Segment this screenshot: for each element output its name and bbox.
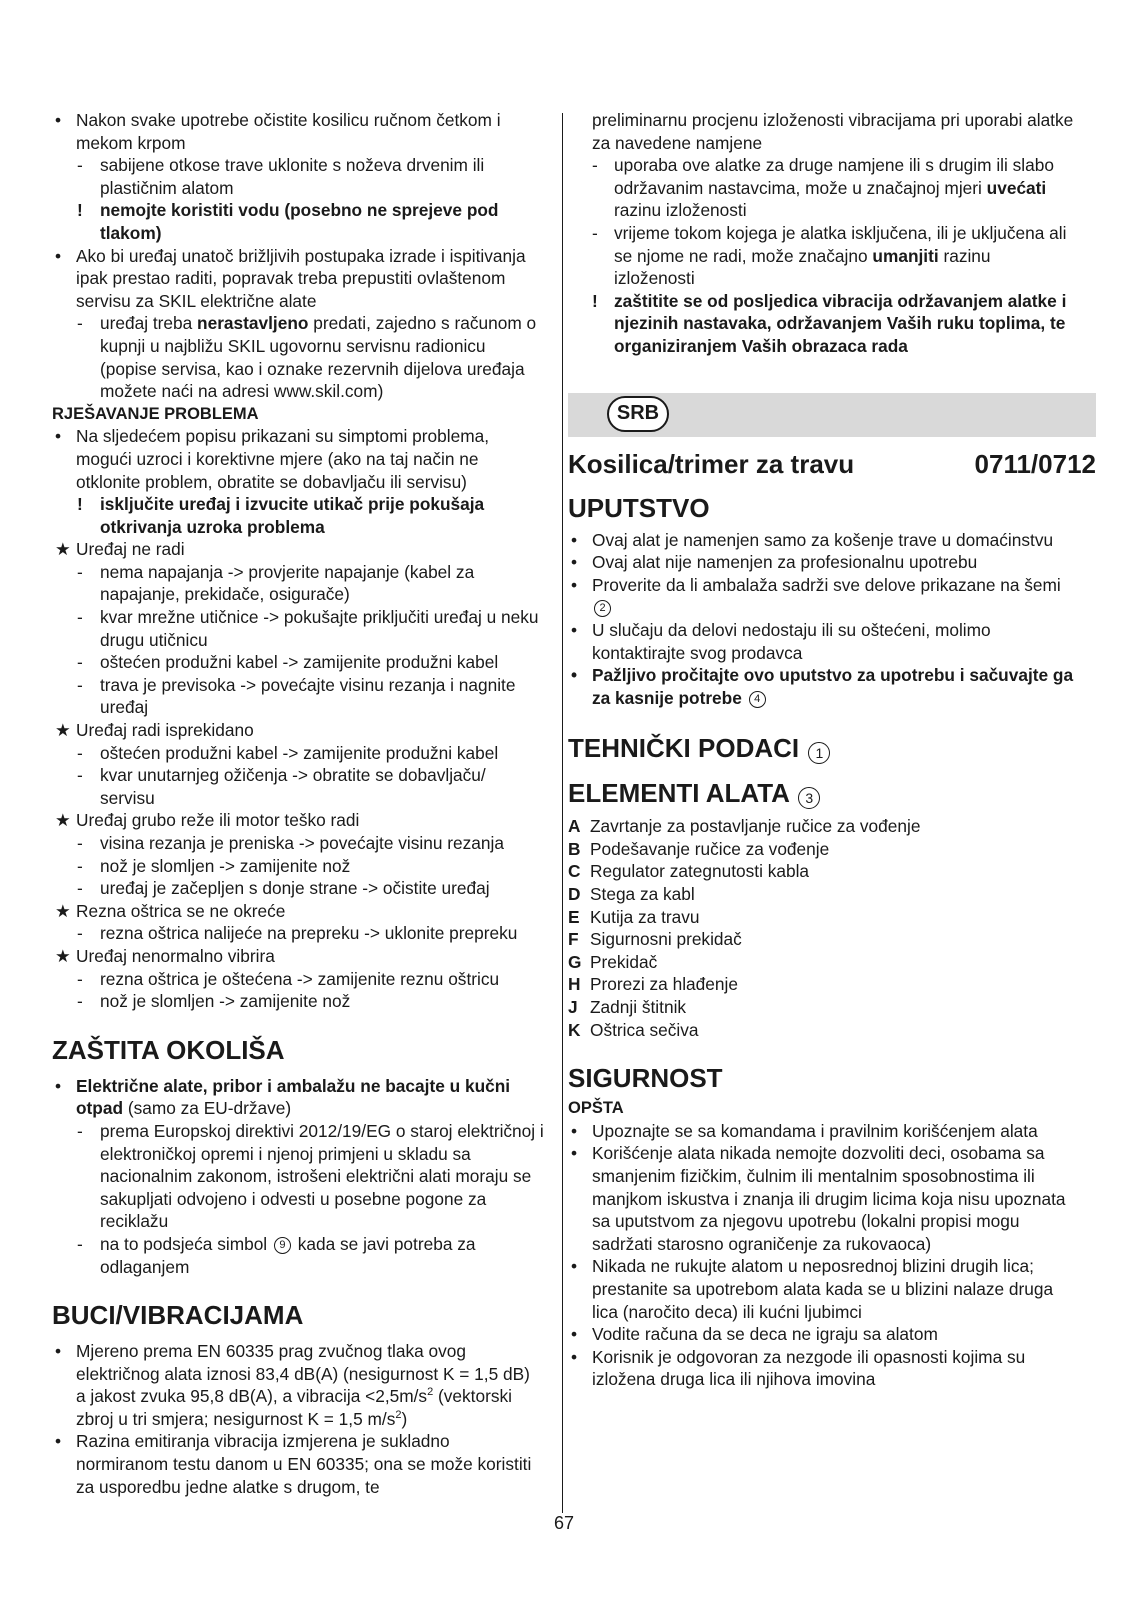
environment-heading: ZAŠTITA OKOLIŠA xyxy=(52,1034,285,1065)
figure-ref-icon: 2 xyxy=(594,600,611,617)
sub-item: - uporaba ove alatke za druge namjene ili s drugim ili slabo održavanim nastavcima, može u značajnoj mjeri uvećati razinu izloženosti xyxy=(592,155,1054,221)
product-title: Kosilica/trimer za travu xyxy=(568,448,855,479)
bullet-item: • Razina emitiranja vibracija izmjerena je sukladno normiranom testu danom u EN 60335; ona se može koristiti za usporedbu jedne alatke s drugom, te xyxy=(55,1431,532,1497)
bullet-item: • Na sljedećem popisu prikazani su simptomi problema, mogući uzroci i korektivne mjere (ako na taj način ne otklonite problem, obratite se dobavljaču ili servisu) xyxy=(55,426,490,492)
bullet-item: • Proverite da li ambalaža sadrži sve delove prikazane na šemi 2 xyxy=(568,574,1074,619)
element-item: A Zavrtanje za postavljanje ručice za vođenje xyxy=(568,816,921,837)
bullet-item: • Pažljivo pročitajte ovo uputstvo za upotrebu i sačuvajte ga za kasnije potrebe 4 xyxy=(571,665,1074,708)
element-item: K Oštrica sečiva xyxy=(568,1019,699,1040)
element-item: D Stega za kabl xyxy=(568,884,695,905)
sub-item: - rezna oštrica je oštećena -> zamijenite reznu oštricu xyxy=(77,968,500,989)
bullet-item: • Upoznajte se sa komandama i pravilnim korišćenjem alata xyxy=(571,1120,1038,1141)
warning-item: ! isključite uređaj i izvucite utikač prije pokušaja otkrivanja uzroka problema xyxy=(77,494,485,537)
sub-item: - oštećen produžni kabel -> zamijenite produžni kabel xyxy=(77,652,499,673)
sub-item: - uređaj treba nerastavljeno predati, zajedno s računom o kupnji u najbližu SKIL ugovornu servisnu radionicu (popise servisa, kao i oznake rezervnih dijelova uređaja možete naći na adresi www.skil.com) xyxy=(77,313,537,402)
bullet-item: • Ako bi uređaj unatoč brižljivih postupaka izrade i ispitivanja ipak prestao raditi, popravak treba prepustiti ovlaštenom servisu za SKIL električne alate xyxy=(55,245,526,311)
warning-item: ! nemojte koristiti vodu (posebno ne sprejeve pod tlakom) xyxy=(77,200,499,243)
figure-ref-icon: 4 xyxy=(749,691,766,708)
star-icon: ★ xyxy=(55,539,71,560)
troubleshooting-heading: RJEŠAVANJE PROBLEMA xyxy=(52,404,259,423)
safety-heading: SIGURNOST xyxy=(568,1063,723,1094)
star-icon: ★ xyxy=(55,720,71,741)
column-divider xyxy=(562,113,563,1513)
bullet-item: • Vodite računa da se deca ne igraju sa alatom xyxy=(571,1324,938,1345)
element-item: E Kutija za travu xyxy=(568,906,700,927)
sub-item: - oštećen produžni kabel -> zamijenite produžni kabel xyxy=(77,742,499,763)
bullet-item: • U slučaju da delovi nedostaju ili su oštećeni, molimo kontaktirajte svog prodavca xyxy=(571,619,991,663)
sub-item: - rezna oštrica nalijeće na prepreku -> uklonite prepreku xyxy=(77,923,518,944)
bullet-item: • Korišćenje alata nikada nemojte dozvoliti deci, osobama sa smanjenim fizičkim, čulnim ili mentalnim sposobnostima ili manjkom iskustva i znanja ili drugim licima koja nisu upoznata sa uputstvom za njegovu upotrebu (lokalni propisi mogu sadržati starosno ograničenje za rukovaoca) xyxy=(571,1143,1066,1254)
element-item: H Prorezi za hlađenje xyxy=(568,974,738,995)
sub-item: - kvar mrežne utičnice -> pokušajte priključiti uređaj u neku drugu utičnicu xyxy=(77,607,539,650)
figure-ref-icon: 1 xyxy=(808,742,830,764)
bullet-item: • Ovaj alat je namenjen samo za košenje trave u domaćinstvu xyxy=(571,529,1054,550)
bullet-item: • Mjereno prema EN 60335 prag zvučnog tlaka ovog električnog alata iznosi 83,4 dB(A) (nesigurnost K = 1,5 dB) a jakost zvuka 95,8 dB(A), a vibracija $<2,5m/s^2$ (vektorski zbroj u tri smjera; nesigurnost K = 1,5 $m/s^2$) xyxy=(55,1341,530,1429)
continued-text: preliminarnu procjenu izloženosti vibracijama pri uporabi alatke za navedene namjene xyxy=(592,110,1074,153)
bullet-item: • Korisnik je odgovoran za nezgode ili opasnosti kojima su izložena druga lica ili njihova imovina xyxy=(571,1346,1026,1390)
element-item: F Sigurnosni prekidač xyxy=(568,929,742,950)
technical-data-heading: TEHNIČKI PODACI 1 xyxy=(568,733,1074,764)
right-column xyxy=(568,109,1096,1391)
tool-elements-heading: ELEMENTI ALATA 3 xyxy=(568,778,1074,809)
sub-item: - sabijene otkose trave uklonite s noževa drvenim ili plastičnim alatom xyxy=(77,155,485,198)
symptom-item: ★ Uređaj grubo reže ili motor teško radi xyxy=(55,810,360,831)
sub-item: - trava je previsoka -> povećajte visinu rezanja i nagnite uređaj xyxy=(77,674,516,718)
language-badge: SRB xyxy=(607,396,669,432)
symptom-item: ★ Uređaj nenormalno vibrira xyxy=(55,945,275,966)
sub-item: - prema Europskoj direktivi 2012/19/EG o staroj električnoj i elektroničkoj opremi i njenoj primjeni u skladu sa nacionalnim zakonom, istrošeni električni alati moraju se sakupljati odvojeno i odvesti u posebne pogone za reciklažu xyxy=(77,1120,544,1232)
element-item: C Regulator zategnutosti kabla xyxy=(568,861,810,882)
element-item: B Podešavanje ručice za vođenje xyxy=(568,838,830,859)
product-code: 0711/0712 xyxy=(974,448,1096,479)
sub-item: - kvar unutarnjeg ožičenja -> obratite se dobavljaču/ servisu xyxy=(77,765,486,808)
figure-ref-icon: 3 xyxy=(798,787,820,809)
language-bar xyxy=(568,393,1096,437)
product-title-row xyxy=(568,449,1096,479)
star-icon: ★ xyxy=(55,810,71,831)
element-item: J Zadnji štitnik xyxy=(568,997,687,1018)
figure-ref-icon: 9 xyxy=(274,1237,291,1254)
left-column xyxy=(52,109,544,1498)
star-icon: ★ xyxy=(55,900,71,921)
bullet-item: • Nikada ne rukujte alatom u neposrednoj blizini drugih lica; prestanite sa upotrebom alata kada se u blizini nalaze druga lica (naročito deca) ili kućni ljubimci xyxy=(571,1256,1054,1322)
symptom-item: ★ Uređaj radi isprekidano xyxy=(55,720,254,741)
sub-item: - nema napajanja -> provjerite napajanje (kabel za napajanje, prekidače, osigurače) xyxy=(77,561,475,605)
symptom-item: ★ Rezna oštrica se ne okreće xyxy=(55,900,286,921)
sub-item: - na to podsjeća simbol 9 kada se javi potreba za odlaganjem xyxy=(77,1233,476,1277)
sub-item: - uređaj je začepljen s donje strane -> očistite uređaj xyxy=(77,878,490,899)
symptom-item: ★ Uređaj ne radi xyxy=(55,539,185,560)
star-icon: ★ xyxy=(55,945,71,966)
noise-heading: BUCI/VIBRACIJAMA xyxy=(52,1300,304,1331)
bullet-item: • Električne alate, pribor i ambalažu ne bacajte u kučni otpad (samo za EU-države) xyxy=(55,1075,511,1119)
sub-item: - nož je slomljen -> zamijenite nož xyxy=(77,991,351,1012)
bullet-item: • Ovaj alat nije namenjen za profesionalnu upotrebu xyxy=(571,552,978,573)
sub-item: - vrijeme tokom kojega je alatka isključena, ili je uključena ali se njome ne radi, može značajno umanjiti razinu izloženosti xyxy=(592,222,1067,289)
instructions-heading: UPUTSTVO xyxy=(568,492,710,523)
sub-item: - visina rezanja je preniska -> povećajte visinu rezanja xyxy=(77,833,504,853)
general-heading: OPŠTA xyxy=(568,1099,624,1118)
element-item: G Prekidač xyxy=(568,951,658,972)
page-number: 67 xyxy=(553,1513,575,1533)
warning-item: ! zaštitite se od posljedica vibracija održavanjem alatke i njezinih nastavaka, održavanjem Vaših ruku toplima, te organiziranjem Vaših obrazaca rada xyxy=(592,290,1067,356)
sub-item: - nož je slomljen -> zamijenite nož xyxy=(77,855,351,876)
bullet-item: • Nakon svake upotrebe očistite kosilicu ručnom četkom i mekom krpom xyxy=(55,110,501,153)
